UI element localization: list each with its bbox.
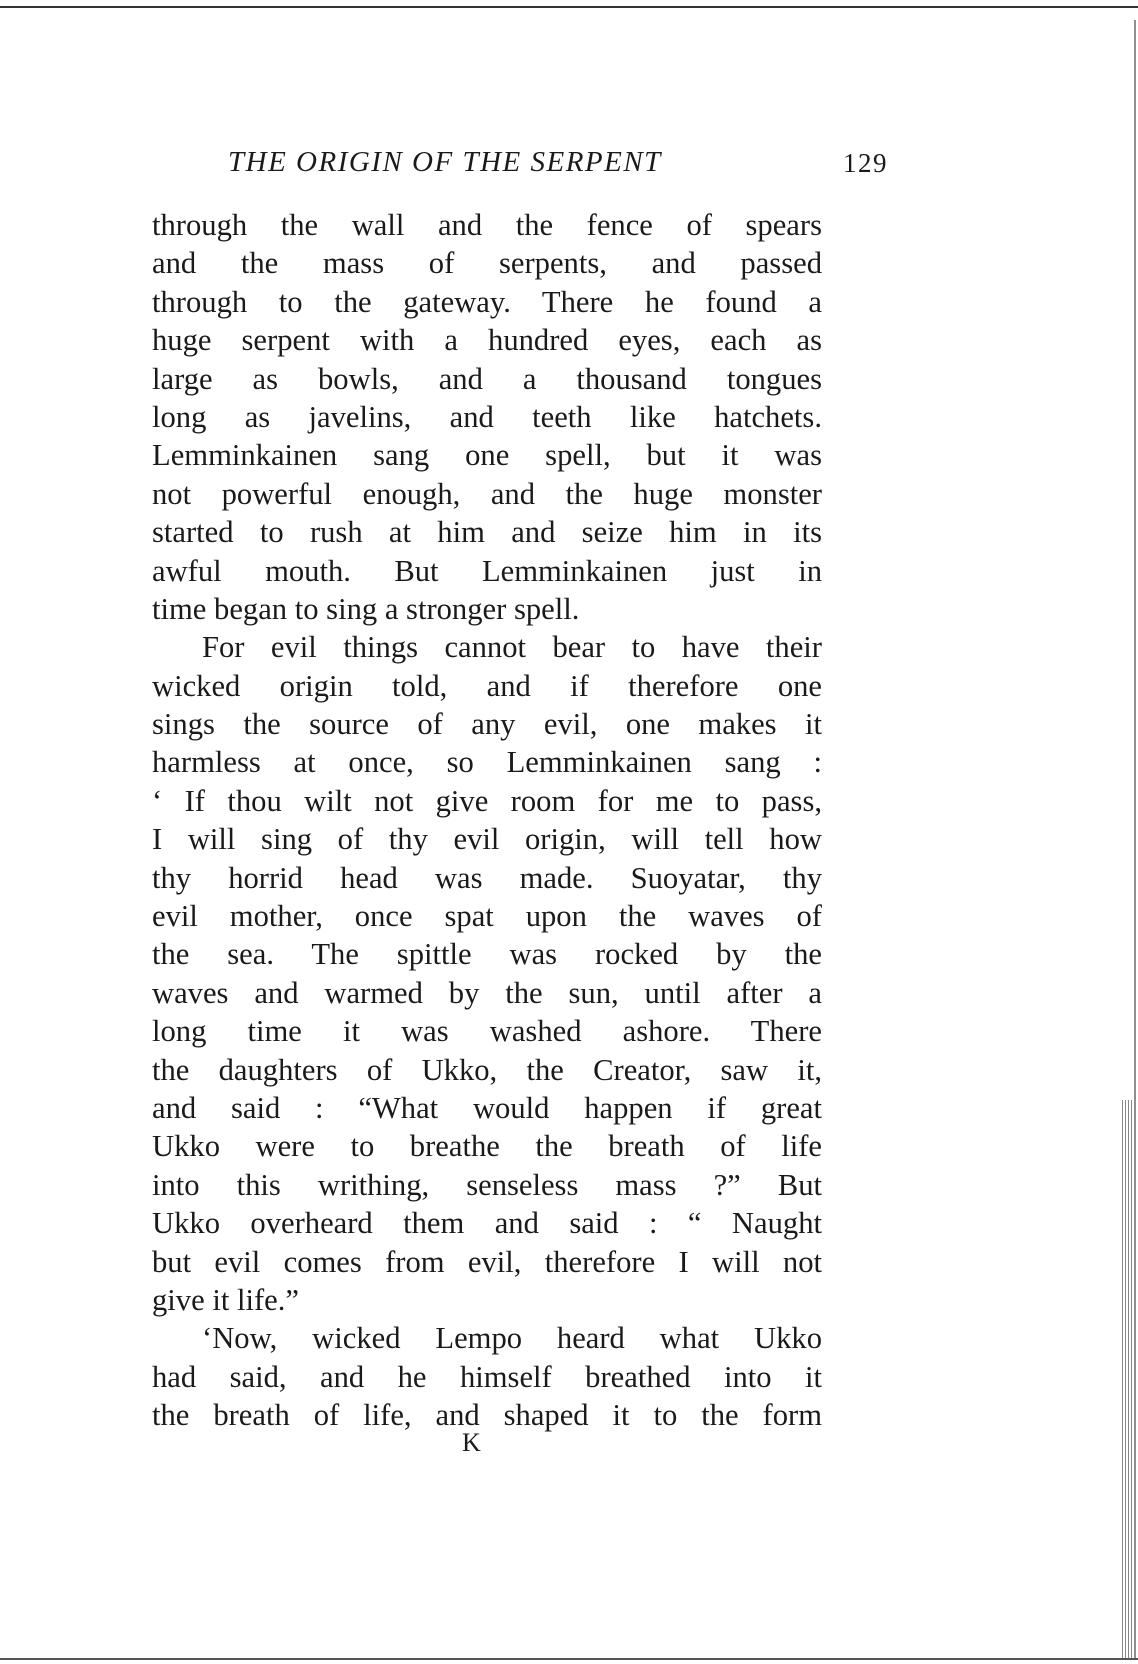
text-line: awful mouth. But Lemminkainen just in <box>152 553 822 588</box>
text-line: through to the gateway. There he found a <box>152 284 822 319</box>
text-line: had said, and he himself breathed into it <box>152 1359 822 1394</box>
text-line: I will sing of thy evil origin, will tell how <box>152 822 822 857</box>
text-line: long as javelins, and teeth like hatchets. <box>152 399 822 434</box>
text-line: started to rush at him and seize him in its <box>152 515 822 550</box>
top-page-rule <box>0 6 1138 8</box>
text-line: but evil comes from evil, therefore I will not <box>152 1244 822 1279</box>
text-line: Ukko overheard them and said : “ Naught <box>152 1206 822 1241</box>
body-text <box>152 206 822 1435</box>
text-line: wicked origin told, and if therefore one <box>152 668 822 703</box>
page-header <box>228 146 888 186</box>
page-edge-shading <box>1122 1100 1132 1660</box>
text-line: into this writhing, senseless mass ?” But <box>152 1167 822 1202</box>
page-number: 129 <box>843 148 888 178</box>
text-line: through the wall and the fence of spears <box>152 208 822 242</box>
text-line: sings the source of any evil, one makes it <box>152 707 822 742</box>
text-line: and the mass of serpents, and passed <box>152 246 822 281</box>
text-line: time began to sing a stronger spell. <box>152 591 580 626</box>
text-line: give it life.” <box>152 1282 299 1317</box>
text-line: and said : “What would happen if great <box>152 1090 822 1125</box>
text-line: evil mother, once spat upon the waves of <box>152 899 822 934</box>
text-line: the breath of life, and shaped it to the form <box>152 1398 822 1433</box>
paragraph-first-line: For evil things cannot bear to have their <box>202 630 822 665</box>
text-line: not powerful enough, and the huge monster <box>152 476 822 511</box>
text-line: Ukko were to breathe the breath of life <box>152 1129 822 1164</box>
text-line: harmless at once, so Lemminkainen sang : <box>152 745 822 780</box>
paragraph-first-line: ‘Now, wicked Lempo heard what Ukko <box>202 1321 822 1356</box>
bottom-page-rule <box>0 1658 1138 1660</box>
page-edge-line <box>1134 20 1136 1660</box>
text-line: the sea. The spittle was rocked by the <box>152 937 822 972</box>
text-line: huge serpent with a hundred eyes, each as <box>152 323 822 358</box>
signature-mark: K <box>462 1428 482 1457</box>
text-line: thy horrid head was made. Suoyatar, thy <box>152 860 822 895</box>
running-head: THE ORIGIN OF THE SERPENT <box>228 146 662 178</box>
text-line: Lemminkainen sang one spell, but it was <box>152 438 822 473</box>
text-line: the daughters of Ukko, the Creator, saw it, <box>152 1052 822 1087</box>
text-line: ‘ If thou wilt not give room for me to pass, <box>152 783 822 818</box>
text-line: waves and warmed by the sun, until after a <box>152 975 822 1010</box>
text-line: long time it was washed ashore. There <box>152 1014 822 1049</box>
text-line: large as bowls, and a thousand tongues <box>152 361 822 396</box>
